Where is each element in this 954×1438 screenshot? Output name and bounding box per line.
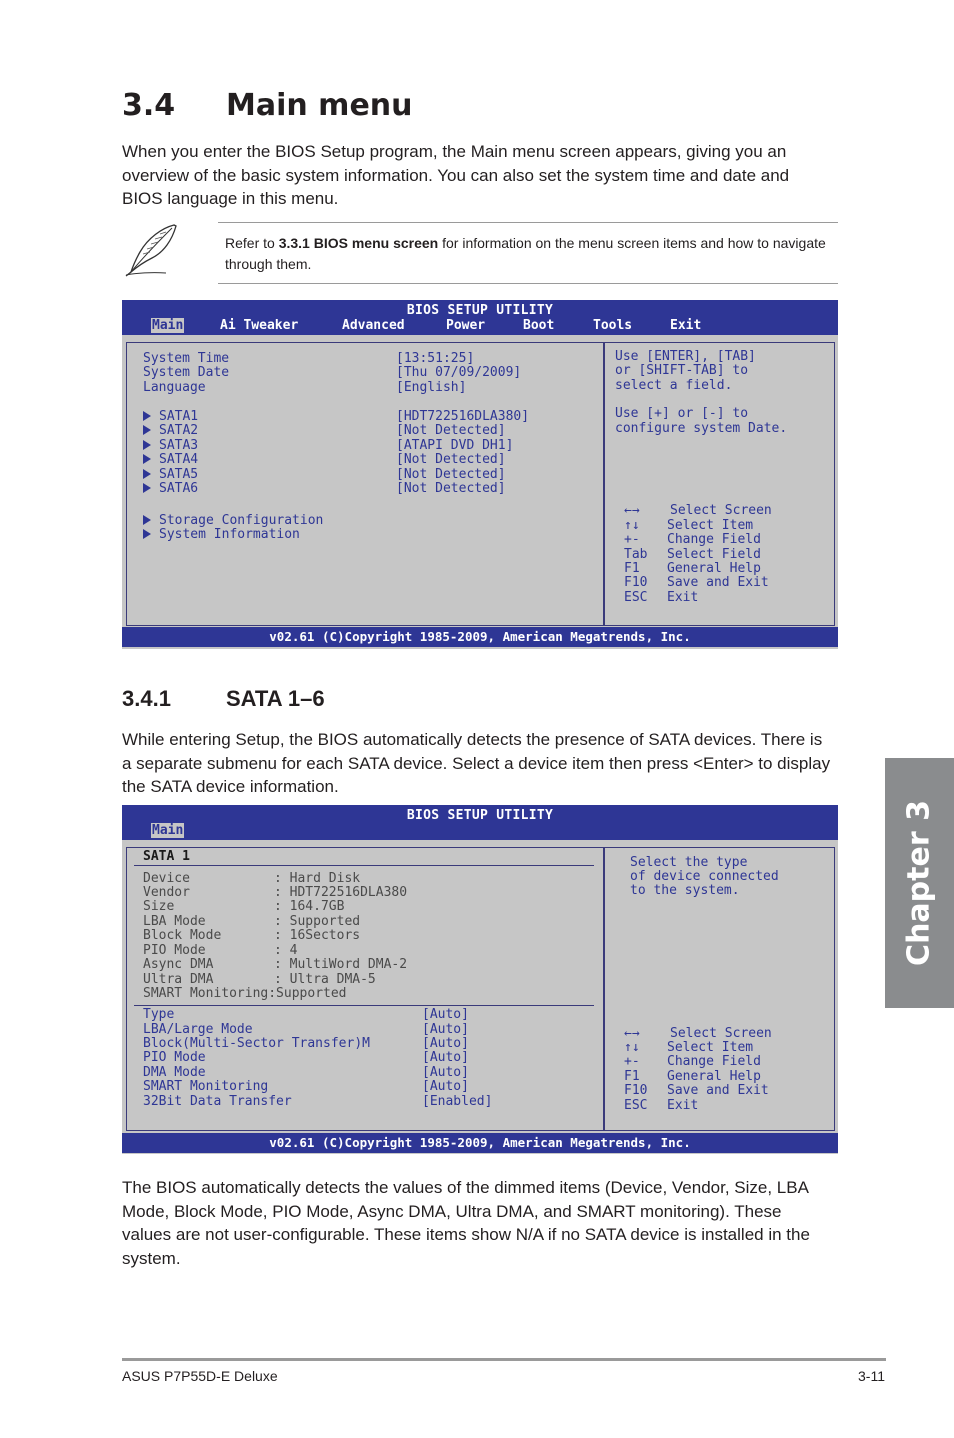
value-system-date[interactable]: [Thu 07/09/2009] xyxy=(396,365,522,380)
key-action: Exit xyxy=(667,1098,699,1113)
info-size xyxy=(143,900,344,914)
key-action: Exit xyxy=(667,590,699,605)
setting-block-transfer[interactable]: Block(Multi-Sector Transfer)M xyxy=(143,1036,370,1051)
setting-32bit-transfer[interactable]: 32Bit Data Transfer xyxy=(143,1094,292,1109)
help-line: of device connected xyxy=(630,869,779,884)
subsection-title: SATA 1–6 xyxy=(226,686,325,711)
menu-tools[interactable]: Tools xyxy=(593,318,633,333)
key-exit xyxy=(624,591,698,605)
item-label: SATA4 xyxy=(159,452,199,467)
value-system-time[interactable]: [13:51:25] xyxy=(396,351,475,366)
key-action: Change Field xyxy=(667,1054,761,1069)
sata-intro-paragraph: While entering Setup, the BIOS automatically detects the presence of SATA devices. There is a separate submenu for each SATA device. Select a device item then press <Enter> to display the SATA device information. xyxy=(122,730,831,796)
key-name: F10 xyxy=(624,575,648,590)
info-value: : Ultra DMA-5 xyxy=(274,972,376,987)
info-label: Vendor xyxy=(143,885,190,900)
info-label: Async DMA xyxy=(143,957,214,972)
chapter-label: Chapter 3 xyxy=(901,800,937,966)
setting-lba-large-mode[interactable]: LBA/Large Mode xyxy=(143,1022,253,1037)
menu-power[interactable]: Power xyxy=(446,318,486,333)
item-label: SATA3 xyxy=(159,438,199,453)
key-change-field xyxy=(624,1055,761,1069)
submenu-arrow-icon xyxy=(143,515,151,525)
setting-type[interactable]: Type xyxy=(143,1007,175,1022)
info-divider xyxy=(134,1005,594,1006)
key-name: ESC xyxy=(624,1098,648,1113)
submenu-arrow-icon xyxy=(143,411,151,421)
info-value: : Hard Disk xyxy=(274,871,361,886)
setting-value[interactable]: [Auto] xyxy=(422,1007,469,1022)
item-label: SATA2 xyxy=(159,423,199,438)
setting-value[interactable]: [Auto] xyxy=(422,1022,469,1037)
item-system-date[interactable] xyxy=(143,366,229,380)
item-label: SATA5 xyxy=(159,467,199,482)
key-name: ↑↓ xyxy=(624,518,640,533)
setting-pio-mode[interactable]: PIO Mode xyxy=(143,1050,206,1065)
value-sata5: [Not Detected] xyxy=(396,467,506,482)
info-block-mode xyxy=(143,929,360,943)
key-name: ←→ xyxy=(624,1026,640,1041)
menu-ai-tweaker[interactable]: Ai Tweaker xyxy=(220,318,299,333)
key-name: ESC xyxy=(624,590,648,605)
value-sata3: [ATAPI DVD DH1] xyxy=(396,438,514,453)
info-label: LBA Mode xyxy=(143,914,206,929)
key-action: Change Field xyxy=(667,532,761,547)
key-action: Select Item xyxy=(667,518,754,533)
submenu-arrow-icon xyxy=(143,440,151,450)
chapter-tab xyxy=(885,758,954,1008)
bios-header xyxy=(122,805,838,840)
key-name: +- xyxy=(624,1054,640,1069)
item-label: Language xyxy=(143,380,206,395)
key-exit xyxy=(624,1099,698,1113)
item-label: SATA6 xyxy=(159,481,199,496)
note-link-text: 3.3.1 BIOS menu screen xyxy=(278,235,439,251)
note-bottom-rule xyxy=(218,283,838,284)
menu-exit[interactable]: Exit xyxy=(670,318,702,333)
section-number: 3.4 xyxy=(122,88,176,123)
note-top-rule xyxy=(218,222,838,223)
bios-screen-main xyxy=(122,300,838,649)
item-label: SATA1 xyxy=(159,409,199,424)
item-language[interactable] xyxy=(143,381,206,395)
info-label: Device xyxy=(143,871,190,886)
submenu-arrow-icon xyxy=(143,454,151,464)
key-save-exit xyxy=(624,1084,769,1098)
feather-pen-icon xyxy=(122,222,182,278)
help-line: Use [ENTER], [TAB] xyxy=(615,349,756,364)
info-value: : MultiWord DMA-2 xyxy=(274,957,408,972)
key-name: ←→ xyxy=(624,503,640,518)
item-label: Storage Configuration xyxy=(159,513,324,528)
setting-value[interactable]: [Auto] xyxy=(422,1036,469,1051)
footer-rule xyxy=(122,1358,886,1361)
key-change-field xyxy=(624,533,761,547)
info-value: : 164.7GB xyxy=(274,899,345,914)
item-label: System Time xyxy=(143,351,230,366)
menu-main[interactable]: Main xyxy=(152,318,184,333)
page-number: 3-11 xyxy=(858,1368,885,1384)
subsection-heading xyxy=(122,686,325,712)
info-async-dma xyxy=(143,958,407,972)
info-label: SMART Monitoring xyxy=(143,986,269,1001)
section-title: Main menu xyxy=(226,88,413,123)
value-sata6: [Not Detected] xyxy=(396,481,506,496)
setting-value[interactable]: [Auto] xyxy=(422,1050,469,1065)
key-action: General Help xyxy=(667,561,761,576)
menu-main[interactable]: Main xyxy=(152,823,184,838)
outro-paragraph: The BIOS automatically detects the values of the dimmed items (Device, Vendor, Size, LBA Mode, Block Mode, PIO Mode, Async DMA, Ultra DMA, and SMART monitoring). These values are not user-configurable. These items show N/A if no SATA device is installed in the system. xyxy=(122,1178,810,1268)
submenu-heading: SATA 1 xyxy=(143,849,190,864)
key-name: F10 xyxy=(624,1083,648,1098)
key-name: ↑↓ xyxy=(624,1040,640,1055)
key-action: Select Screen xyxy=(670,503,772,518)
submenu-arrow-icon xyxy=(143,483,151,493)
key-name: +- xyxy=(624,532,640,547)
key-action: Save and Exit xyxy=(667,575,769,590)
key-name: Tab xyxy=(624,547,648,562)
info-value: : 4 xyxy=(274,943,298,958)
help-line: configure system Date. xyxy=(615,421,788,436)
subsection-number: 3.4.1 xyxy=(122,686,171,711)
key-action: Select Item xyxy=(667,1040,754,1055)
help-line: to the system. xyxy=(630,883,740,898)
item-label: System Information xyxy=(159,527,300,542)
note-text xyxy=(225,233,830,275)
bios-copyright: v02.61 (C)Copyright 1985-2009, American Megatrends, Inc. xyxy=(122,1133,838,1153)
setting-value[interactable]: [Auto] xyxy=(422,1065,469,1080)
value-sata4: [Not Detected] xyxy=(396,452,506,467)
item-sata2[interactable] xyxy=(143,424,198,438)
value-language[interactable]: [English] xyxy=(396,380,467,395)
info-label: Block Mode xyxy=(143,928,222,943)
key-save-exit xyxy=(624,576,769,590)
setting-value[interactable]: [Auto] xyxy=(422,1079,469,1094)
item-system-information[interactable] xyxy=(143,528,300,542)
heading-divider xyxy=(134,865,594,866)
value-sata2: [Not Detected] xyxy=(396,423,506,438)
help-line: or [SHIFT-TAB] to xyxy=(615,363,749,378)
info-label: PIO Mode xyxy=(143,943,206,958)
bios-title: BIOS SETUP UTILITY xyxy=(406,808,554,823)
key-action: Select Field xyxy=(667,547,761,562)
bios-screen-sata xyxy=(122,805,838,1154)
key-name: F1 xyxy=(624,1069,640,1084)
submenu-arrow-icon xyxy=(143,469,151,479)
footer-product: ASUS P7P55D-E Deluxe xyxy=(122,1368,278,1384)
key-name: F1 xyxy=(624,561,640,576)
help-line: Use [+] or [-] to xyxy=(615,406,749,421)
menu-advanced[interactable]: Advanced xyxy=(342,318,405,333)
submenu-arrow-icon xyxy=(143,425,151,435)
bios-header xyxy=(122,300,838,335)
intro-paragraph: When you enter the BIOS Setup program, the Main menu screen appears, giving you an overview of the basic system information. You can also set the system time and date and BIOS language in this menu. xyxy=(122,142,790,208)
setting-dma-mode[interactable]: DMA Mode xyxy=(143,1065,206,1080)
note-suffix: for information on the menu screen items and how to navigate through them. xyxy=(225,235,826,272)
info-label: Size xyxy=(143,899,175,914)
item-sata6[interactable] xyxy=(143,482,198,496)
key-action: General Help xyxy=(667,1069,761,1084)
info-smart-monitoring xyxy=(143,987,347,1001)
info-label: Ultra DMA xyxy=(143,972,214,987)
note-prefix: Refer to xyxy=(225,235,279,251)
setting-value[interactable]: [Enabled] xyxy=(422,1094,493,1109)
info-value: :Supported xyxy=(268,986,347,1001)
setting-smart-monitoring[interactable]: SMART Monitoring xyxy=(143,1079,269,1094)
info-value: : Supported xyxy=(274,914,361,929)
help-line: Select the type xyxy=(630,855,748,870)
bios-title: BIOS SETUP UTILITY xyxy=(406,303,554,318)
bios-copyright: v02.61 (C)Copyright 1985-2009, American Megatrends, Inc. xyxy=(122,627,838,647)
help-line: select a field. xyxy=(615,378,733,393)
info-value: : 16Sectors xyxy=(274,928,361,943)
key-select-screen xyxy=(624,504,772,518)
value-sata1: [HDT722516DLA380] xyxy=(396,409,530,424)
submenu-arrow-icon xyxy=(143,529,151,539)
key-action: Save and Exit xyxy=(667,1083,769,1098)
section-heading xyxy=(122,88,413,123)
item-label: System Date xyxy=(143,365,230,380)
key-action: Select Screen xyxy=(670,1026,772,1041)
info-value: : HDT722516DLA380 xyxy=(274,885,408,900)
menu-boot[interactable]: Boot xyxy=(523,318,555,333)
item-sata4[interactable] xyxy=(143,453,198,467)
